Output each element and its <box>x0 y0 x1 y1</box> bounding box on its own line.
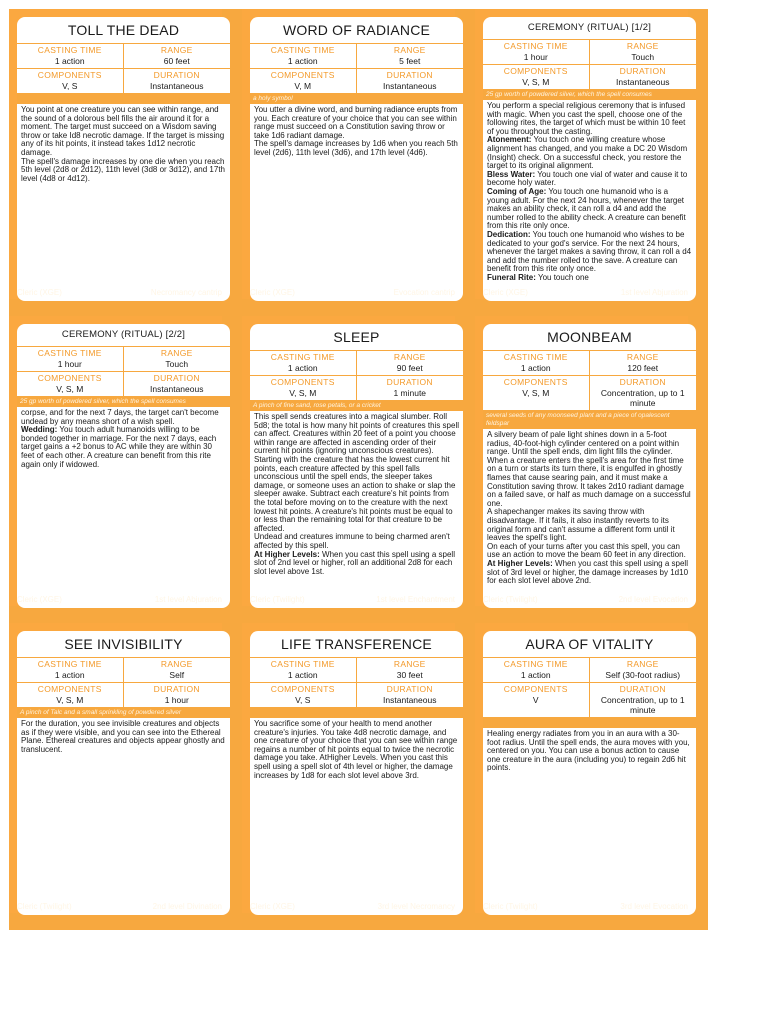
description-paragraph: Atonement: You touch one willing creature whose alignment has changed, and you make a DC 20 Wisdom (Insight) check. On a successful check, you restore the target to its original alignment. <box>487 135 688 171</box>
duration-value: Concentration, up to 1 minute <box>600 695 685 715</box>
spell-source: Cleric (XGE) <box>250 902 295 911</box>
range-value: 30 feet <box>396 670 423 680</box>
spell-level-school: Evocation cantrip <box>393 288 455 297</box>
spell-card <box>242 623 458 913</box>
duration-cell <box>124 372 231 397</box>
spell-level-school: 2nd level Divination <box>152 902 222 911</box>
casting-time-cell <box>17 658 124 683</box>
casting-time-cell <box>483 351 590 376</box>
description-paragraph: Bless Water: You touch one vial of water and cause it to become holy water. <box>487 169 688 188</box>
duration-value: Instantaneous <box>383 695 437 705</box>
range-label: RANGE <box>626 352 659 362</box>
duration-label: DURATION <box>619 66 666 76</box>
spell-footer <box>483 593 688 607</box>
components-cell <box>17 69 124 94</box>
spell-title: SLEEP <box>250 324 463 351</box>
spell-description <box>483 100 696 284</box>
description-paragraph: On each of your turns after you cast this spell, you can use an action to move the beam 60 feet in any direction. <box>487 541 686 560</box>
description-paragraph: You perform a special religious ceremony that is infused with magic. When you cast the spell, choose one of the following rites, the target of which must be within 10 feet of you throughout the casting. <box>487 101 686 136</box>
casting-time-value: 1 action <box>520 670 551 680</box>
duration-cell <box>590 65 697 90</box>
components-label: COMPONENTS <box>503 377 568 387</box>
range-label: RANGE <box>626 659 659 669</box>
casting-time-value: 1 action <box>287 670 318 680</box>
description-paragraph: Wedding: You touch adult humanoids willing to be bonded together in marriage. For the next 7 days, each target gains a +2 bonus to AC while they are within 30 feet of each other. A creature can benefit from this rite again only if widowed. <box>21 425 217 469</box>
spell-card <box>9 623 225 913</box>
casting-time-value: 1 action <box>520 363 551 373</box>
components-label: COMPONENTS <box>270 377 335 387</box>
duration-label: DURATION <box>386 70 433 80</box>
spell-card <box>475 316 691 606</box>
components-cell <box>483 683 590 718</box>
casting-time-label: CASTING TIME <box>37 348 102 358</box>
casting-time-value: 1 action <box>54 56 85 66</box>
casting-time-value: 1 hour <box>57 359 82 369</box>
casting-time-cell <box>250 44 357 69</box>
components-label: COMPONENTS <box>270 684 335 694</box>
spell-footer <box>483 900 688 914</box>
duration-value: Instantaneous <box>150 384 204 394</box>
description-paragraph: At Higher Levels: When you cast this spell using a spell slot of 2nd level or higher, roll an additional 2d8 for each slot level above 1st. <box>254 549 455 576</box>
spell-level-school: 1st level Enchantment <box>376 595 455 604</box>
components-cell <box>483 65 590 90</box>
spell-card-body <box>483 17 696 301</box>
spell-card <box>242 9 458 299</box>
spell-title: CEREMONY (RITUAL) [2/2] <box>17 324 230 347</box>
spell-card <box>9 9 225 299</box>
range-label: RANGE <box>160 348 193 358</box>
spell-description <box>483 728 696 775</box>
range-cell <box>124 44 231 69</box>
spell-level-school: 3rd level Necromancy <box>377 902 455 911</box>
material-component <box>483 718 696 728</box>
components-label: COMPONENTS <box>37 373 102 383</box>
spell-footer <box>250 286 455 300</box>
spell-description <box>250 718 463 782</box>
components-value: V, S, M <box>289 388 317 398</box>
spell-stats <box>483 658 696 718</box>
range-label: RANGE <box>393 659 426 669</box>
casting-time-cell <box>250 351 357 376</box>
duration-label: DURATION <box>386 377 433 387</box>
range-cell <box>357 658 464 683</box>
spell-stats <box>17 347 230 397</box>
range-value: 90 feet <box>396 363 423 373</box>
spell-source: Cleric (XGE) <box>483 288 528 297</box>
spell-footer <box>17 900 222 914</box>
material-component: A pinch of fine sand, rose petals, or a cricket <box>250 401 463 411</box>
duration-cell <box>590 376 697 411</box>
duration-cell <box>124 69 231 94</box>
material-component <box>17 94 230 104</box>
spell-source: Cleric (Twilight) <box>250 595 305 604</box>
duration-cell <box>590 683 697 718</box>
range-cell <box>590 658 697 683</box>
components-cell <box>17 372 124 397</box>
casting-time-label: CASTING TIME <box>270 659 335 669</box>
spell-card <box>475 623 688 913</box>
duration-value: 1 minute <box>393 388 427 398</box>
description-paragraph: Funeral Rite: You touch one <box>487 272 589 282</box>
range-value: 60 feet <box>163 56 190 66</box>
range-cell <box>590 351 697 376</box>
casting-time-cell <box>483 40 590 65</box>
spell-description <box>17 104 230 185</box>
components-label: COMPONENTS <box>37 70 102 80</box>
spell-source: Cleric (XGE) <box>17 595 62 604</box>
spell-stats <box>483 351 696 411</box>
spell-source: Cleric (XGE) <box>17 288 62 297</box>
components-label: COMPONENTS <box>270 70 335 80</box>
duration-cell <box>357 683 464 708</box>
material-component: several seeds of any moonseed plant and a piece of opalescent feldspar <box>483 411 696 429</box>
spell-description <box>250 411 463 578</box>
spell-card-body <box>17 324 230 608</box>
spell-source: Cleric (Twilight) <box>483 595 538 604</box>
spell-title: TOLL THE DEAD <box>17 17 230 44</box>
spell-source: Cleric (Twilight) <box>17 902 72 911</box>
casting-time-cell <box>250 658 357 683</box>
casting-time-cell <box>17 347 124 372</box>
components-value: V, S, M <box>522 77 550 87</box>
range-value: 5 feet <box>399 56 421 66</box>
spell-card <box>475 9 692 299</box>
duration-value: Instantaneous <box>383 81 437 91</box>
range-value: Touch <box>631 52 655 62</box>
range-cell <box>357 44 464 69</box>
spell-source: Cleric (Twilight) <box>483 902 538 911</box>
spell-stats <box>483 40 696 90</box>
description-paragraph: Undead and creatures immune to being charmed aren't affected by this spell. <box>254 532 450 550</box>
description-paragraph: When a creature enters the spell's area for the first time on a turn or starts its turn there, it is engulfed in ghostly flames that cause searing pain, and it must make a Constitution saving throw. It takes 2d10 radiant damage on a failed save, or half as much damage on a successful one. <box>487 455 691 508</box>
description-paragraph: The spell's damage increases by one die when you reach 5th level (2d8 or 2d12), 11th level (3d8 or 3d12), and 17th level (4d8 or 4d12). <box>21 156 225 183</box>
range-value: Touch <box>165 359 189 369</box>
spell-description <box>250 104 463 160</box>
duration-value: Concentration, up to 1 minute <box>600 388 685 408</box>
casting-time-value: 1 hour <box>523 52 548 62</box>
range-cell <box>357 351 464 376</box>
duration-label: DURATION <box>386 684 433 694</box>
duration-cell <box>357 376 464 401</box>
range-label: RANGE <box>160 659 193 669</box>
spell-footer <box>250 900 455 914</box>
description-paragraph: You sacrifice some of your health to mend another creature's injuries. You take 4d8 necrotic damage, and one creature of your choice that you can see within range regains a number of hit points equal to twice the necrotic damage you take. AtHigher Levels. When you cast this spell using a spell slot of 4th level or higher, the damage increases by 1d8 for each slot level above 3rd. <box>254 719 458 780</box>
casting-time-cell <box>17 44 124 69</box>
duration-label: DURATION <box>153 373 200 383</box>
casting-time-label: CASTING TIME <box>503 659 568 669</box>
spell-level-school: 1st level Abjuration <box>154 595 222 604</box>
material-component: a holy symbol <box>250 94 463 104</box>
description-paragraph: You utter a divine word, and burning radiance erupts from you. Each creature of your choice that you can see within range must succeed on a Constitution saving throw or take 1d6 radiant damage. <box>254 105 458 140</box>
spell-footer <box>17 593 222 607</box>
casting-time-label: CASTING TIME <box>503 41 568 51</box>
duration-cell <box>124 683 231 708</box>
spell-footer <box>483 286 688 300</box>
spell-footer <box>250 593 455 607</box>
spell-card-body <box>483 324 696 608</box>
casting-time-label: CASTING TIME <box>37 659 102 669</box>
range-label: RANGE <box>160 45 193 55</box>
components-value: V, S <box>295 695 311 705</box>
components-cell <box>483 376 590 411</box>
material-component: 25 gp worth of powdered silver, which the spell consumes <box>17 397 230 407</box>
duration-label: DURATION <box>619 684 666 694</box>
spell-title: CEREMONY (RITUAL) [1/2] <box>483 17 696 40</box>
casting-time-value: 1 action <box>54 670 85 680</box>
spell-level-school: 1st level Abjuration <box>620 288 688 297</box>
spell-stats <box>17 44 230 94</box>
description-paragraph: At Higher Levels: When you cast this spell using a spell slot of 3rd level or higher, the damage increases by 1d10 for each slot level above 2nd. <box>487 558 689 586</box>
components-value: V, S, M <box>522 388 550 398</box>
components-value: V, S, M <box>56 695 84 705</box>
spell-title: MOONBEAM <box>483 324 696 351</box>
spell-level-school: 3rd level Evocation <box>620 902 688 911</box>
duration-label: DURATION <box>619 377 666 387</box>
duration-value: 1 hour <box>164 695 189 705</box>
components-value: V <box>532 695 539 705</box>
spell-stats <box>250 658 463 708</box>
description-paragraph: For the duration, you see invisible creatures and objects as if they were visible, and you can see into the Ethereal Plane. Ethereal creatures and objects appear ghostly and translucent. <box>21 719 225 754</box>
spell-stats <box>250 44 463 94</box>
description-paragraph: Coming of Age: You touch one humanoid who is a young adult. For the next 24 hours, whenever the target makes an ability check, it can roll a d4 and add the number rolled to the ability check. A creature can benefit from this rite only once. <box>487 186 686 231</box>
casting-time-label: CASTING TIME <box>270 352 335 362</box>
components-cell <box>17 683 124 708</box>
range-value: Self (30-foot radius) <box>605 670 681 680</box>
casting-time-label: CASTING TIME <box>37 45 102 55</box>
duration-label: DURATION <box>153 684 200 694</box>
description-paragraph: Dedication: You touch one humanoid who wishes to be dedicated to your god's service. For the next 24 hours, whenever the target makes a saving throw, it can roll a d4 and add the number rolled to the save. A creature can benefit from this rite only once. <box>487 229 692 274</box>
description-paragraph: The spell's damage increases by 1d6 when you reach 5th level (2d6), 11th level (3d6), and 17th level (4d6). <box>254 139 458 157</box>
spell-title: SEE INVISIBILITY <box>17 631 230 658</box>
spell-level-school: 2nd level Evocation <box>618 595 688 604</box>
spell-source: Cleric (XGE) <box>250 288 295 297</box>
material-component: A pinch of Talc and a small sprinkling of powdered silver <box>17 708 230 718</box>
components-value: V, S, M <box>56 384 84 394</box>
casting-time-value: 1 action <box>287 56 318 66</box>
description-paragraph: This spell sends creatures into a magical slumber. Roll 5d8; the total is how many hit points of creatures this spell can affect. Creatures within 20 feet of a point you choose within range are affected in ascending order of their current hit points (ignoring unconscious creatures). <box>254 412 459 456</box>
range-label: RANGE <box>393 45 426 55</box>
casting-time-value: 1 action <box>287 363 318 373</box>
components-label: COMPONENTS <box>503 66 568 76</box>
spell-stats <box>17 658 230 708</box>
components-label: COMPONENTS <box>37 684 102 694</box>
material-component <box>250 708 463 718</box>
material-component: 25 gp worth of powdered silver, which the spell consumes <box>483 90 696 100</box>
duration-label: DURATION <box>153 70 200 80</box>
description-paragraph: You point at one creature you can see within range, and the sound of a dolorous bell fills the air around it for a moment. The target must succeed on a Wisdom saving throw or take Id8 necrotic damage. If the target is missing any of its hit points, it instead takes 1d12 necrotic damage. <box>21 105 225 157</box>
spell-description <box>17 407 230 471</box>
spell-stats <box>250 351 463 401</box>
description-paragraph: corpse, and for the next 7 days, the target can't become undead by any means short of a wish spell. <box>21 408 219 426</box>
spell-title: LIFE TRANSFERENCE <box>250 631 463 658</box>
casting-time-label: CASTING TIME <box>270 45 335 55</box>
spell-title: WORD OF RADIANCE <box>250 17 463 44</box>
spell-description <box>483 429 696 588</box>
spell-footer <box>17 286 222 300</box>
spell-card-body <box>483 631 696 915</box>
casting-time-cell <box>483 658 590 683</box>
range-value: Self <box>169 670 185 680</box>
range-cell <box>124 658 231 683</box>
spell-card-body <box>250 324 463 608</box>
components-cell <box>250 683 357 708</box>
spell-description <box>17 718 230 756</box>
casting-time-label: CASTING TIME <box>503 352 568 362</box>
range-cell <box>124 347 231 372</box>
spell-card-body <box>17 17 230 301</box>
spell-card <box>9 316 222 606</box>
spell-level-school: Necromancy cantrip <box>150 288 222 297</box>
description-paragraph: A silvery beam of pale light shines down in a 5-foot radius, 40-foot-high cylinder centered on a point within range. Until the spell ends, dim light fills the cylinder. <box>487 430 680 457</box>
range-value: 120 feet <box>627 363 659 373</box>
spell-card-body <box>250 17 463 301</box>
spell-card-body <box>250 631 463 915</box>
description-paragraph: Healing energy radiates from you in an aura with a 30-foot radius. Until the spell ends, the aura moves with you, centered on you. You can use a bonus action to cause one creature in the aura (including you) to regain 2d6 hit points. <box>487 729 690 773</box>
components-cell <box>250 69 357 94</box>
spell-title: AURA OF VITALITY <box>483 631 696 658</box>
spell-card-body <box>17 631 230 915</box>
components-value: V, S <box>62 81 78 91</box>
spell-card <box>242 316 459 606</box>
duration-value: Instantaneous <box>616 77 670 87</box>
duration-cell <box>357 69 464 94</box>
range-label: RANGE <box>393 352 426 362</box>
components-label: COMPONENTS <box>503 684 568 694</box>
duration-value: Instantaneous <box>150 81 204 91</box>
components-cell <box>250 376 357 401</box>
range-cell <box>590 40 697 65</box>
description-paragraph: Starting with the creature that has the lowest current hit points, each creature affected by this spell falls unconscious until the spell ends, the sleeper takes damage, or someone uses an action to shake or slap the sleeper awake. Subtract each creature's hit points from the total before moving on to the creature with the next lowest hit points. A creature's hit points must be equal to or less than the remaining total for that creature to be affected. <box>254 454 456 533</box>
range-label: RANGE <box>626 41 659 51</box>
components-value: V, M <box>294 81 312 91</box>
description-paragraph: A shapechanger makes its saving throw with disadvantage. If it fails, it also instantly reverts to its original form and can't assume a different form until it leaves the spell's light. <box>487 507 675 543</box>
